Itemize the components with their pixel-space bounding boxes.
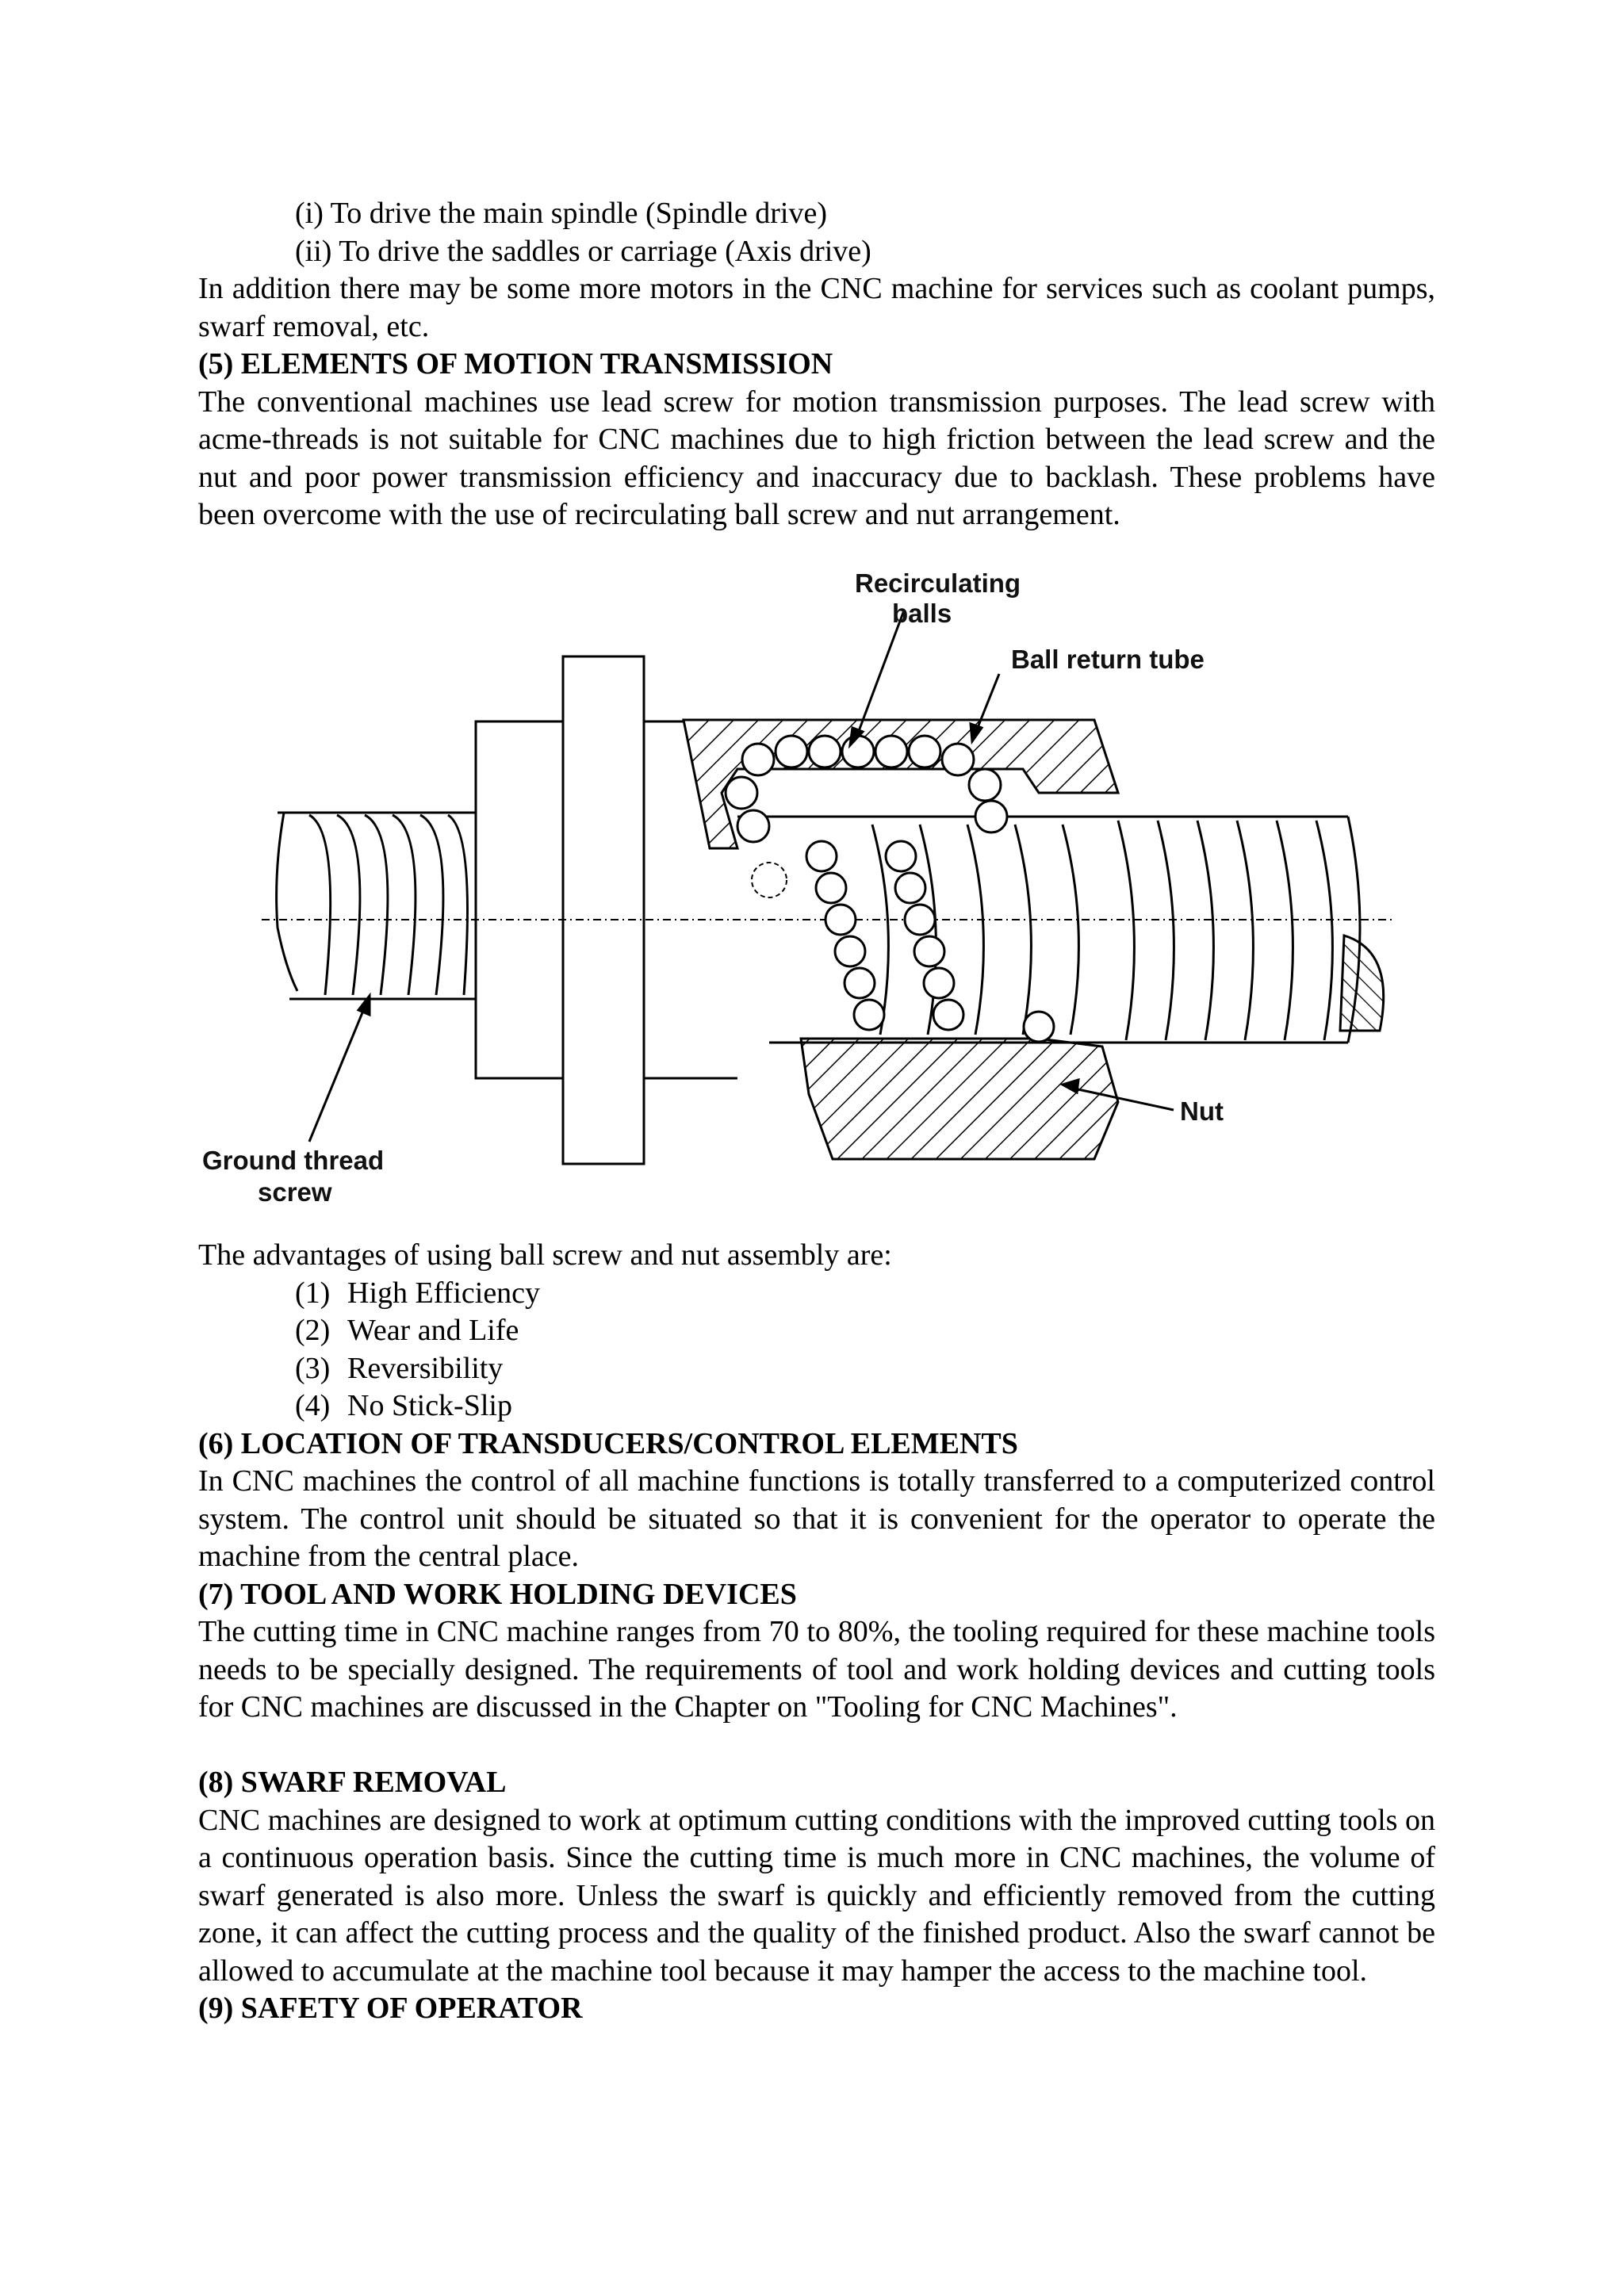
heading-section-9: (9) SAFETY OF OPERATOR <box>198 1992 583 2025</box>
advantage-number: (2) <box>295 1314 331 1347</box>
return-ball-hidden <box>752 863 787 897</box>
heading-section-7: (7) TOOL AND WORK HOLDING DEVICES <box>198 1577 797 1611</box>
advantage-item <box>198 1275 1435 1313</box>
blank-line <box>198 1727 1435 1765</box>
paragraph-motors: In addition there may be some more motors in the CNC machine for services such as coolant pumps, swarf removal, etc. <box>198 272 1435 343</box>
nut-flange <box>563 656 644 1164</box>
list-item-axis-drive: (ii) To drive the saddles or carriage (Axis drive) <box>295 234 871 268</box>
nut-lower-section <box>801 1039 1118 1159</box>
paragraph-section-6: In CNC machines the control of all machine functions is totally transferred to a computerized control system. The control unit should be situated so that it is convenient for the operator to operate the machine from the central place. <box>198 1464 1435 1573</box>
advantage-number: (1) <box>295 1276 331 1310</box>
advantage-number: (4) <box>295 1389 331 1422</box>
heading-section-8: (8) SWARF REMOVAL <box>198 1766 507 1799</box>
paragraph-advantages-intro: The advantages of using ball screw and nut assembly are: <box>198 1238 892 1272</box>
label-nut: Nut <box>1180 1096 1224 1126</box>
advantage-item <box>198 1350 1435 1388</box>
advantage-text: Wear and Life <box>347 1314 519 1347</box>
label-recirculating-balls-line2: balls <box>892 599 952 628</box>
label-ground-thread-line1: Ground thread <box>202 1146 385 1175</box>
shaft-end-section <box>1340 936 1384 1031</box>
shaft-collar <box>476 721 563 1078</box>
advantage-item <box>198 1312 1435 1350</box>
label-ground-thread-line2: screw <box>258 1177 332 1207</box>
advantage-text: Reversibility <box>347 1351 504 1385</box>
paragraph-section-5: The conventional machines use lead screw for motion transmission purposes. The lead screw with acme-threads is not suitable for CNC machines due to high friction between the lead screw and the nut and poor power transmission efficiency and inaccuracy due to backlash. These problems have been overcome with the use of recirculating ball screw and nut arrangement. <box>198 385 1435 531</box>
advantage-text: No Stick-Slip <box>347 1389 512 1422</box>
list-item-spindle-drive: (i) To drive the main spindle (Spindle drive) <box>295 197 827 230</box>
advantage-number: (3) <box>295 1351 331 1385</box>
paragraph-section-7: The cutting time in CNC machine ranges from 70 to 80%, the tooling required for these machine tools needs to be specially designed. The requirements of tool and work holding devices and cutting tools for CNC machines are discussed in the Chapter on "Tooling for CNC Machines". <box>198 1615 1435 1724</box>
ground-thread-screw <box>277 813 476 999</box>
ball-screw-diagram <box>182 555 1419 1229</box>
intro-block <box>198 195 1435 534</box>
label-recirculating-balls-line1: Recirculating <box>855 568 1021 598</box>
advantage-item <box>198 1387 1435 1425</box>
recirculating-balls <box>726 736 1054 1042</box>
paragraph-section-8: CNC machines are designed to work at optimum cutting conditions with the improved cutting tools on a continuous operation basis. Since the cutting time is much more in CNC machines, the volume of swarf generated is also more. Unless the swarf is quickly and efficiently removed from the cutting zone, it can affect the cutting process and the quality of the finished product. Also the swarf cannot be allowed to accumulate at the machine tool because it may hamper the access to the machine tool. <box>198 1803 1435 1988</box>
heading-section-5: (5) ELEMENTS OF MOTION TRANSMISSION <box>198 347 833 381</box>
advantage-text: High Efficiency <box>347 1276 541 1310</box>
label-ball-return-tube: Ball return tube <box>1011 645 1205 674</box>
heading-section-6: (6) LOCATION OF TRANSDUCERS/CONTROL ELEMENTS <box>198 1426 1018 1460</box>
lower-block <box>198 1237 1435 2028</box>
